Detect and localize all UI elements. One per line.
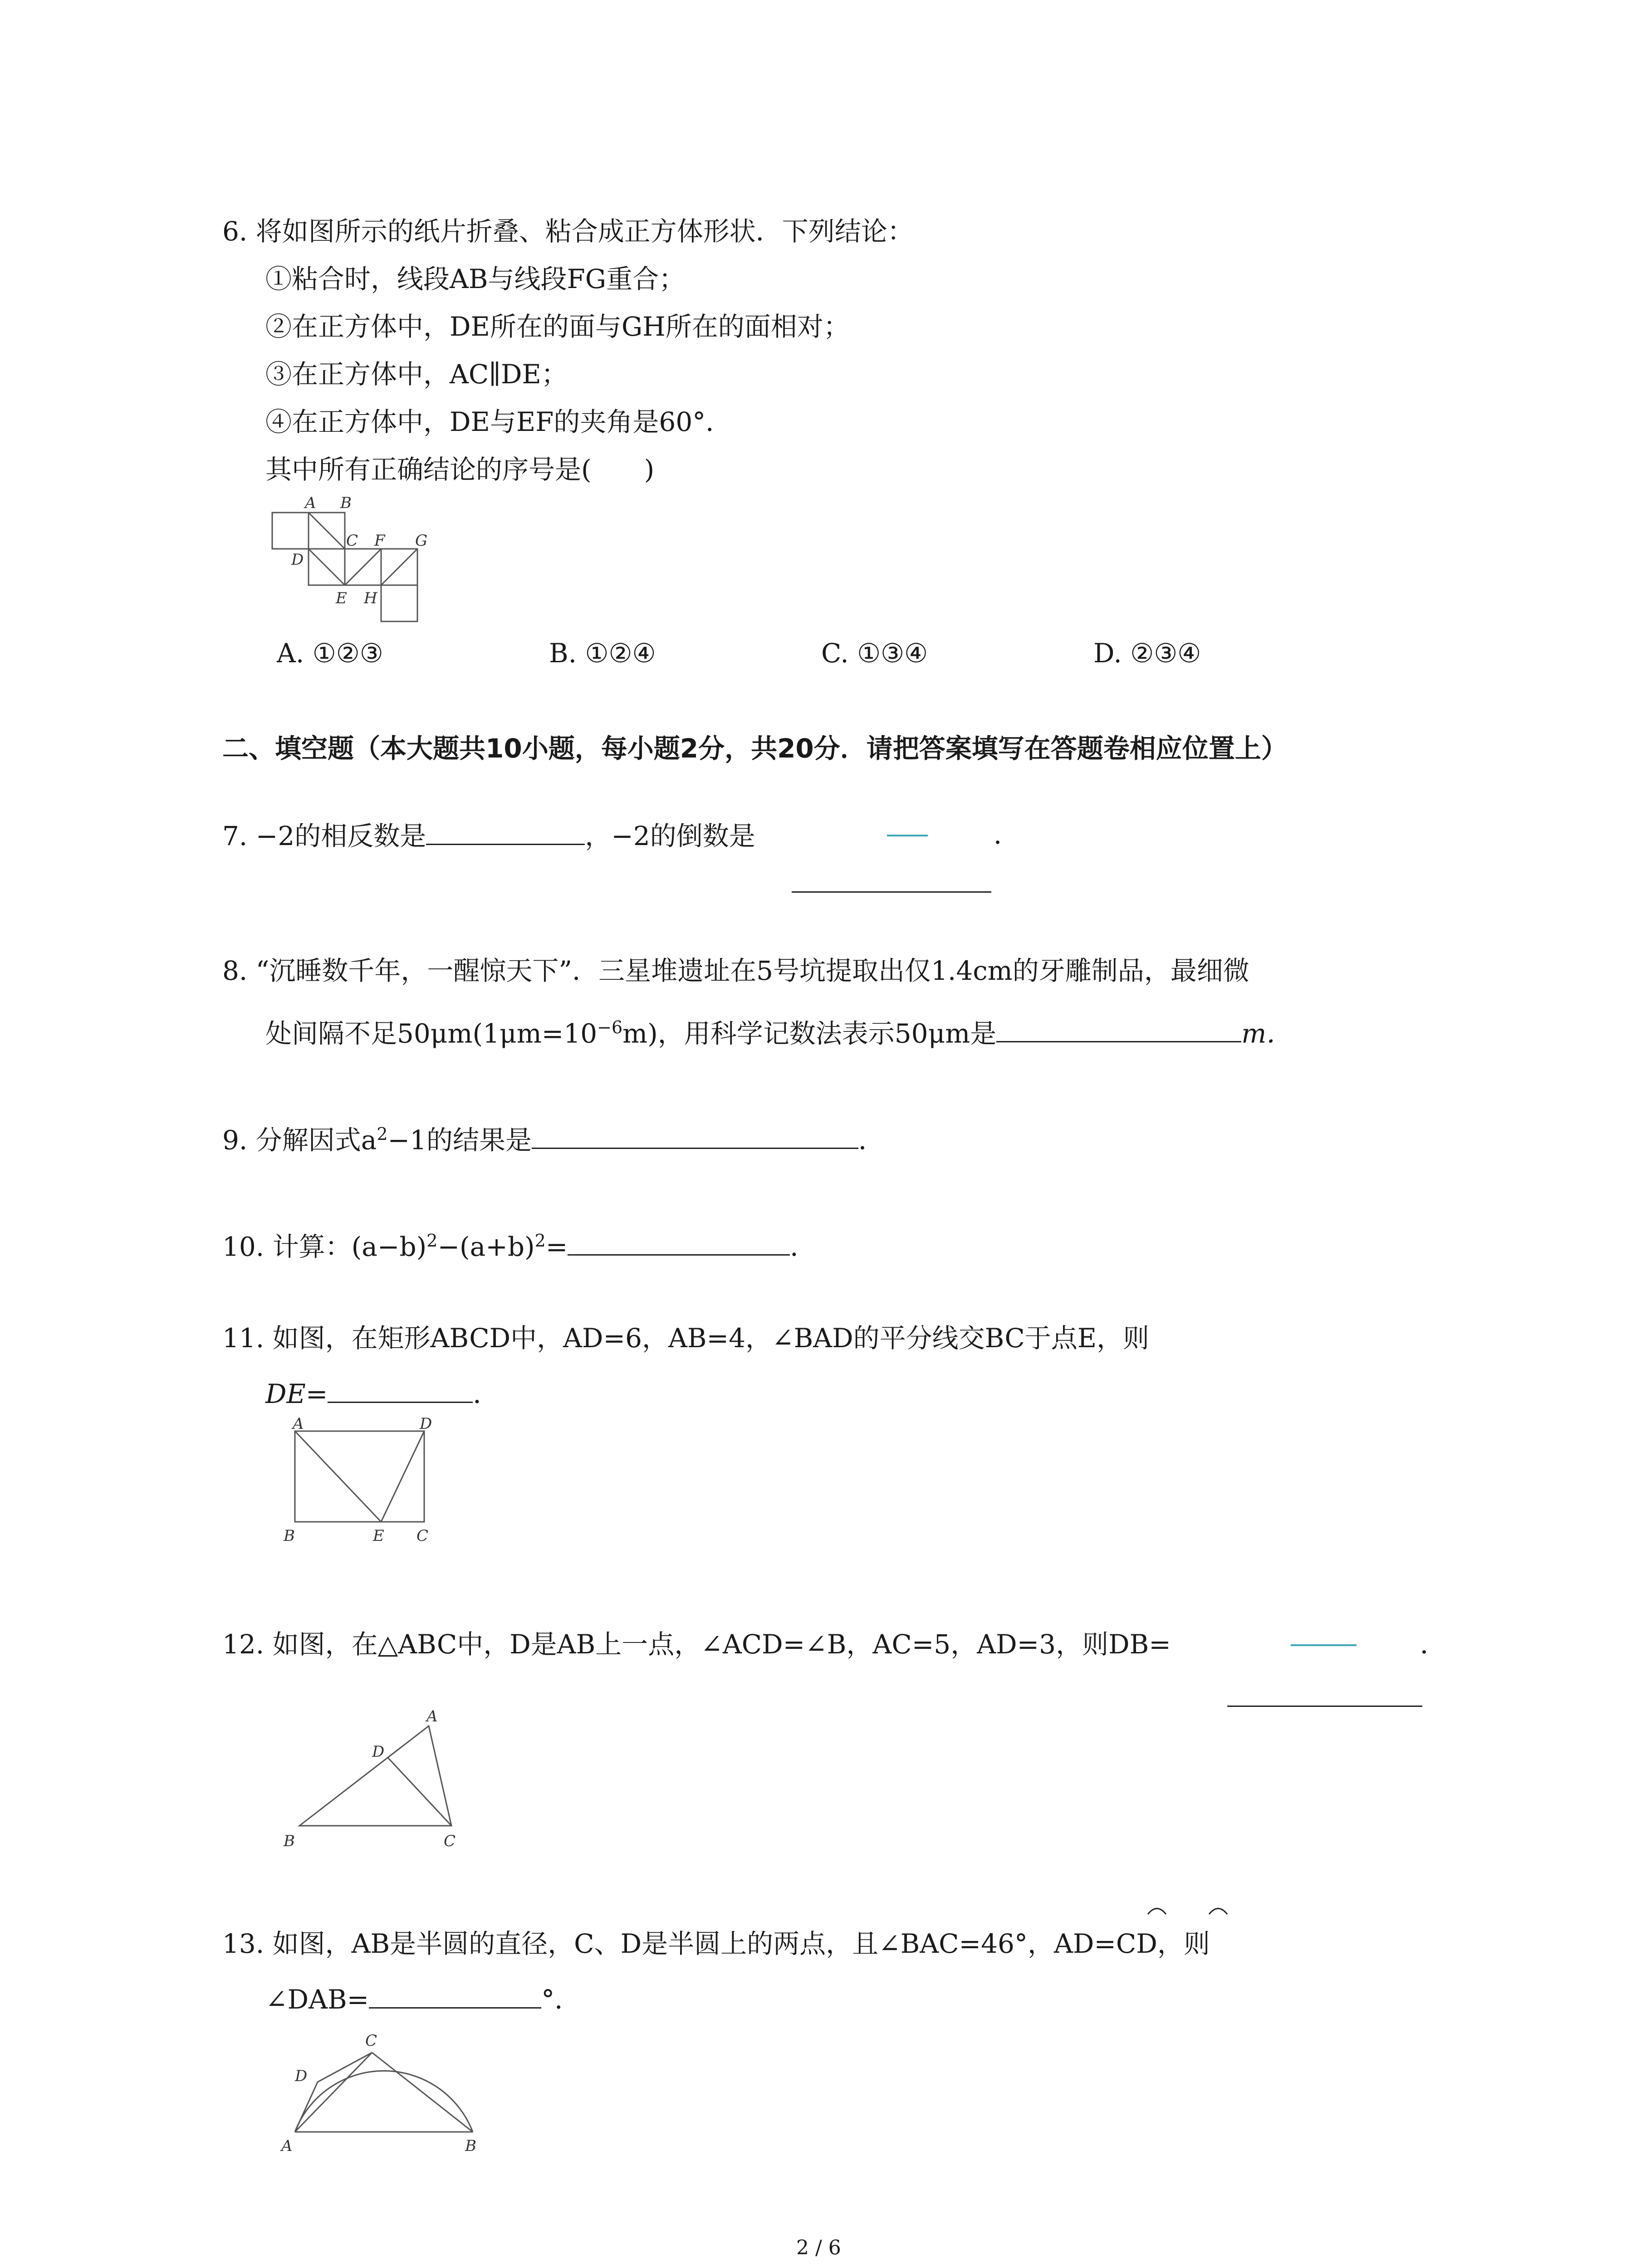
q9-line: [222, 1116, 885, 1158]
q13-text-a: ∠DAB=: [265, 1984, 369, 2015]
q8-exponent: −6: [597, 1017, 623, 1037]
q11-rectangle-figure: [279, 1413, 451, 1549]
q13-label-a: A: [281, 2137, 293, 2155]
q12-label-b: B: [284, 1832, 295, 1850]
q8-answer-blank[interactable]: [996, 1014, 1241, 1042]
q8-line-2: [265, 1009, 1293, 1051]
q13-text-b: °．: [541, 1984, 581, 2015]
q6-option-d: D. ②③④: [1093, 638, 1201, 669]
q6-label-a: A: [305, 494, 316, 512]
q12-period: ．: [1420, 1629, 1447, 1660]
q7-text-b: ，−2的倒数是: [585, 821, 755, 851]
q10-exponent-1: 2: [426, 1231, 438, 1251]
q12-label-d: D: [372, 1743, 385, 1761]
q7-answer-blank-1[interactable]: [426, 816, 585, 845]
q9-period: ．: [858, 1124, 885, 1156]
page-number: 2 / 6: [796, 2236, 841, 2259]
q6-conclusion-2: ②在正方体中，DE所在的面与GH所在的面相对；: [265, 311, 850, 342]
q6-option-c: C. ①③④: [821, 638, 928, 669]
q7-answer-blank-2[interactable]: [792, 891, 991, 893]
q6-net-figure: [263, 492, 454, 633]
q8-text-b: m)，用科学记数法表示50μm是: [622, 1018, 997, 1049]
q11-answer-blank[interactable]: [328, 1374, 473, 1403]
q6-conclusion-3: ③在正方体中，AC∥DE；: [265, 359, 568, 390]
q9-exponent: 2: [377, 1124, 388, 1144]
q11-label-b: B: [284, 1527, 295, 1545]
q8-line-1: 8. “沉睡数千年，一醒惊天下”．三星堆遗址在5号坑提取出仅1.4cm的牙雕制品，最细微: [222, 955, 1249, 986]
q11-label-a: A: [293, 1415, 304, 1433]
q12-answer-mark: [1291, 1644, 1357, 1646]
q13-label-d: D: [295, 2067, 308, 2085]
q6-option-b: B. ①②④: [549, 638, 656, 669]
section-2-title: 二、填空题（本大题共10小题，每小题2分，共20分．请把答案填写在答题卷相应位置上）: [222, 733, 1288, 764]
q13-semicircle-figure: [274, 2014, 483, 2159]
q12-line-1: 12. 如图，在△ABC中，D是AB上一点，∠ACD=∠B，AC=5，AD=3，则DB=: [222, 1629, 1171, 1660]
q8-text-a: 处间隔不足50μm(1μm=10: [265, 1018, 598, 1049]
q11-line-2: [265, 1374, 499, 1412]
q10-equals: =: [545, 1231, 568, 1262]
q9-text-a: 9. 分解因式a: [222, 1124, 377, 1156]
q6-conclusion-1: ①粘合时，线段AB与线段FG重合；: [265, 264, 686, 294]
q10-answer-blank[interactable]: [568, 1227, 790, 1256]
q6-stem: 6. 将如图所示的纸片折叠、粘合成正方体形状．下列结论：: [222, 216, 914, 247]
q10-text-a: 10. 计算：(a−b): [222, 1231, 427, 1262]
q12-label-c: C: [444, 1832, 456, 1850]
q6-label-f: F: [374, 532, 385, 550]
q11-line-1: 11. 如图，在矩形ABCD中，AD=6，AB=4，∠BAD的平分线交BC于点E，则: [222, 1323, 1150, 1354]
q9-text-b: −1的结果是: [387, 1124, 532, 1156]
q13-label-c: C: [365, 2032, 377, 2050]
q6-label-b: B: [340, 494, 352, 512]
q13-answer-blank[interactable]: [369, 1980, 541, 2009]
q6-label-c: C: [346, 532, 358, 550]
q13-line-1: 13. 如图，AB是半圆的直径，C、D是半圆上的两点，且∠BAC=46°，AD=CD，则: [222, 1928, 1210, 1959]
q7-answer-mark: [887, 835, 928, 836]
q11-label-e: E: [373, 1527, 384, 1545]
q8-unit: m．: [1241, 1018, 1293, 1049]
q10-text-b: −(a+b): [437, 1231, 535, 1262]
q11-text-a: DE=: [265, 1378, 328, 1409]
q9-answer-blank[interactable]: [532, 1120, 858, 1149]
q10-line: [222, 1222, 816, 1265]
q10-exponent-2: 2: [534, 1231, 546, 1251]
q12-answer-blank[interactable]: [1227, 1706, 1422, 1707]
q6-label-h: H: [364, 589, 377, 607]
q6-label-d: D: [291, 551, 304, 569]
q7-text-a: 7. −2的相反数是: [222, 821, 426, 851]
q13-label-b: B: [465, 2137, 476, 2155]
q7-period: ．: [994, 819, 1020, 850]
q10-period: ．: [790, 1231, 817, 1262]
q6-label-e: E: [336, 589, 347, 607]
q6-conclusion-4: ④在正方体中，DE与EF的夹角是60°．: [265, 406, 732, 437]
q6-label-g: G: [415, 532, 428, 550]
q12-label-a: A: [426, 1707, 438, 1725]
q11-label-c: C: [416, 1527, 429, 1545]
q6-option-a: A. ①②③: [277, 638, 383, 669]
q13-arc-marks: [1143, 1901, 1243, 1919]
q6-question: 其中所有正确结论的序号是( ): [265, 454, 655, 485]
q7-line: [222, 816, 755, 854]
q13-line-2: [265, 1980, 581, 2018]
q11-label-d: D: [420, 1415, 432, 1433]
q11-period: ．: [473, 1378, 500, 1409]
q12-triangle-figure: [277, 1703, 467, 1853]
